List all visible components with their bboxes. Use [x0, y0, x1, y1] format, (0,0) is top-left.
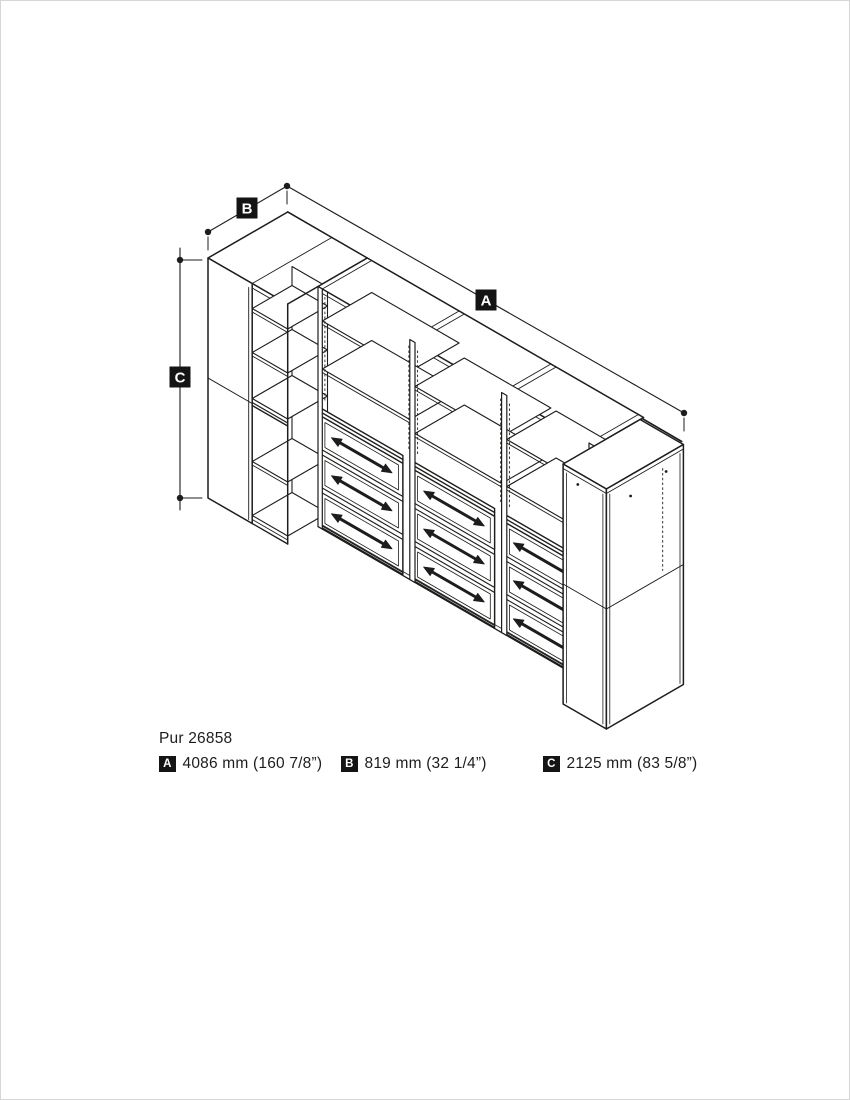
isometric-line-art: [174, 183, 687, 729]
furniture-dimension-drawing: [1, 1, 850, 1100]
dimension-label-c: [170, 367, 191, 388]
product-code: Pur 26858: [159, 730, 233, 747]
legend-key-c: C: [543, 756, 560, 773]
legend-item-c: [543, 755, 697, 773]
legend-item-a: [159, 755, 322, 773]
legend-key-b: B: [341, 756, 358, 773]
legend-value-c: 2125 mm (83 5/8”): [566, 755, 698, 772]
legend-value-b: 819 mm (32 1/4”): [364, 755, 487, 772]
legend-item-b: [341, 755, 487, 773]
dimension-letter-a: A: [480, 292, 492, 310]
legend-key-a: A: [159, 756, 176, 773]
dimension-label-a: [476, 290, 497, 311]
legend-value-a: 4086 mm (160 7/8”): [182, 755, 323, 772]
dimension-letter-c: C: [174, 369, 186, 387]
dimension-letter-b: B: [241, 200, 253, 218]
dimension-label-b: [237, 198, 258, 219]
